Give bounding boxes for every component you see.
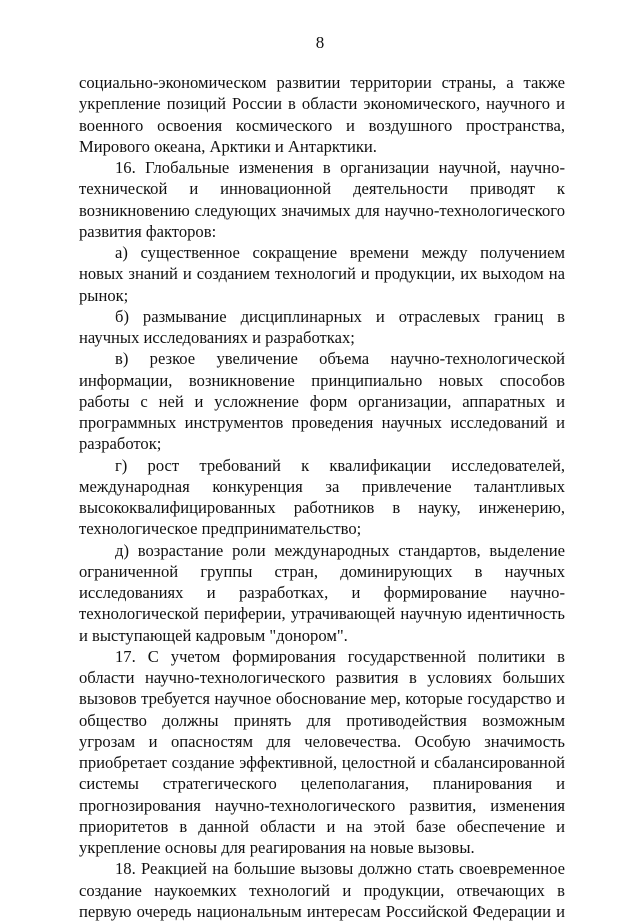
paragraph-item-16-a: а) существенное сокращение времени между получением новых знаний и созданием технологий и продукции, их выходом на рынок; — [79, 243, 565, 305]
page-number: 8 — [315, 33, 325, 52]
paragraph-item-16: 16. Глобальные изменения в организации научной, научно-технической и инновационной деятельности приводят к возникновению следующих значимых для научно-технологического развития факторов: — [79, 158, 565, 241]
paragraph-item-16-d: д) возрастание роли международных стандартов, выделение ограниченной группы стран, доминирующих в научных исследованиях и разработках, и формирование научно-технологической периферии, утрачивающей научную идентичность и выступающей кадровым "донором". — [79, 540, 565, 645]
paragraph-item-18: 18. Реакцией на большие вызовы должно стать своевременное создание наукоемких технологий и продукции, отвечающих в первую очередь национальным интересам Российской Федерации и — [79, 859, 565, 921]
paragraph-continuation: социально-экономическом развитии территории страны, а также укрепление позиций России в области экономического, научного и военного освоения космического и воздушного пространства, Мирового океана, Арктики и Антарктики. — [79, 73, 565, 156]
paragraph-item-17: 17. С учетом формирования государственной политики в области научно-технологического развития в условиях больших вызовов требуется научное обоснование мер, которые государство и общество должны принять для противодействия возможным угрозам и опасностям для человечества. Особую значимость приобретает создание эффективной, целостной и сбалансированной системы стратегического целеполагания, планирования и прогнозирования научно-технологического развития, изменения приоритетов в данной области и на этой базе обеспечение и укрепление основы для реагирования на новые вызовы. — [79, 646, 565, 857]
document-body — [79, 72, 565, 922]
paragraph-item-16-b: б) размывание дисциплинарных и отраслевых границ в научных исследованиях и разработках; — [79, 306, 565, 347]
paragraph-item-16-g: г) рост требований к квалификации исследователей, международная конкуренция за привлечение талантливых высококвалифицированных работников в науку, инженерию, технологическое предпринимательство; — [79, 455, 565, 539]
paragraph-item-16-v: в) резкое увеличение объема научно-технологической информации, возникновение принципиально новых способов работы с ней и усложнение форм организации, аппаратных и программных инструментов проведения научных исследований и разработок; — [79, 349, 565, 454]
